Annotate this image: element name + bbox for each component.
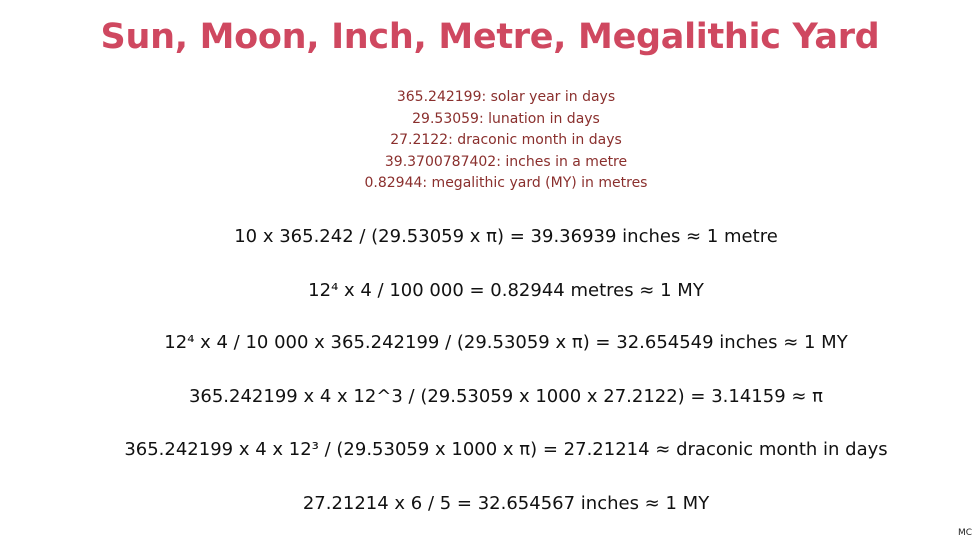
page-title: Sun, Moon, Inch, Metre, Megalithic Yard [100,17,880,57]
definition-draconic-month: 27.2122: draconic month in days [390,132,622,149]
definition-inches-per-metre: 39.3700787402: inches in a metre [384,153,628,170]
equation-my-in-metres: 12⁴ x 4 / 100 000 = 0.82944 metres ≈ 1 MY [308,280,704,301]
definitions-list [0,87,980,195]
definition-megalithic-yard: 0.82944: megalithic yard (MY) in metres [364,175,648,192]
equation-my-from-draconic: 27.21214 x 6 / 5 = 32.654567 inches ≈ 1 MY [302,493,710,514]
definition-lunation: 29.53059: lunation in days [412,110,600,127]
equation-pi: 365.242199 x 4 x 12^3 / (29.53059 x 1000 x 27.2122) = 3.14159 ≈ π [188,386,824,407]
equation-metre-from-year: 10 x 365.242 / (29.53059 x π) = 39.36939 inches ≈ 1 metre [234,226,778,247]
definition-solar-year: 365.242199: solar year in days [396,89,616,105]
author-signature: MC [957,528,972,538]
equation-draconic-month: 365.242199 x 4 x 12³ / (29.53059 x 1000 x π) = 27.21214 ≈ draconic month in days [124,439,888,460]
equation-my-in-inches: 12⁴ x 4 / 10 000 x 365.242199 / (29.53059 x π) = 32.654549 inches ≈ 1 MY [164,332,848,353]
